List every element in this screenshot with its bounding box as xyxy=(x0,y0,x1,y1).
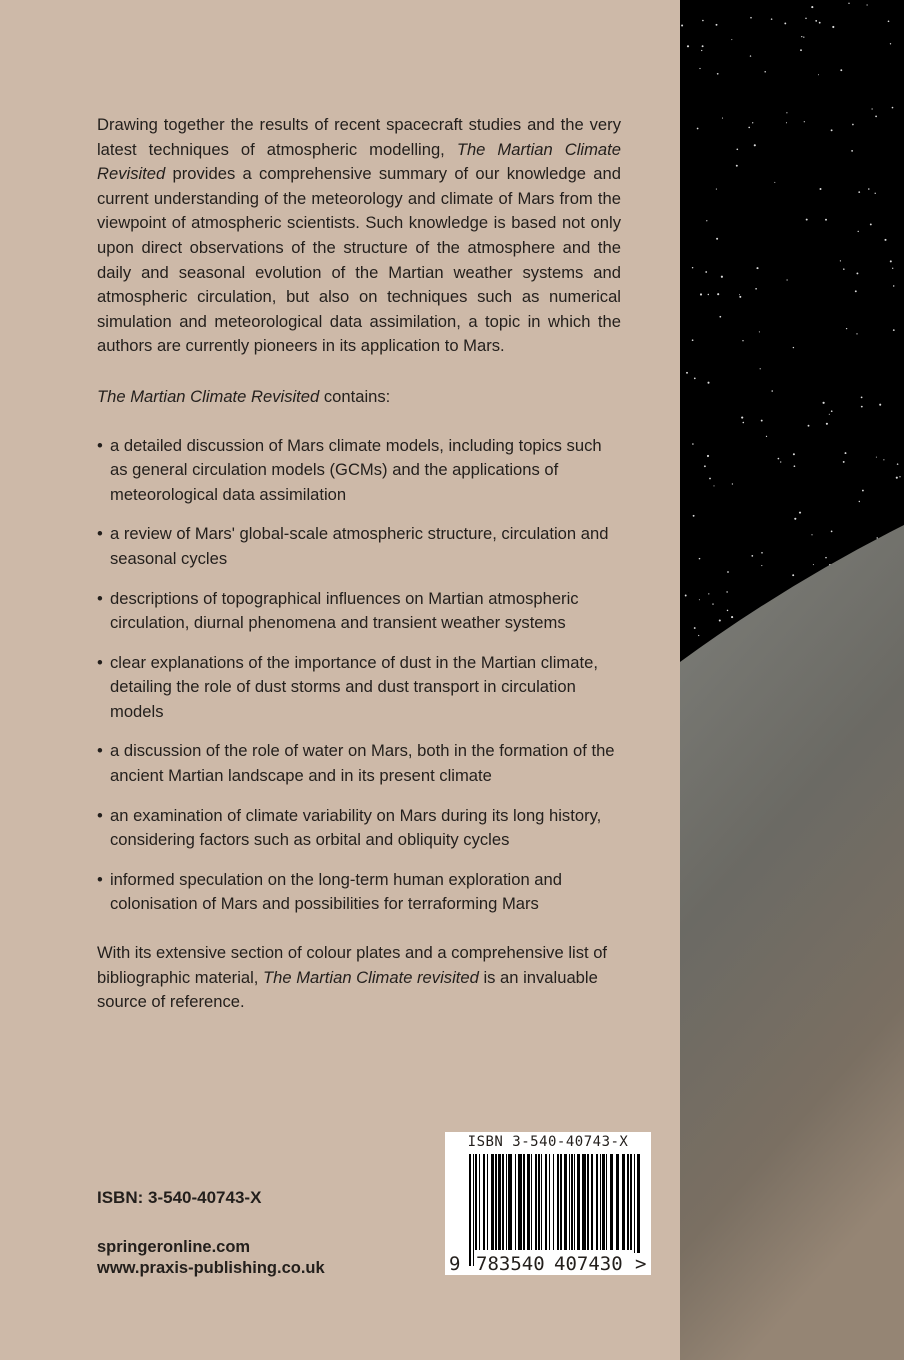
star xyxy=(708,593,709,594)
star xyxy=(719,619,721,621)
barcode-arrow: > xyxy=(635,1253,647,1275)
intro-text: Drawing together the results of recent spacecraft studies and the very latest techniques of atmospheric modelling, xyxy=(97,115,621,159)
barcode-bar xyxy=(473,1154,474,1266)
star xyxy=(681,24,683,26)
star xyxy=(843,461,845,463)
star xyxy=(893,329,895,331)
star xyxy=(692,267,693,268)
star xyxy=(811,534,812,535)
barcode-bar xyxy=(627,1154,629,1250)
star xyxy=(741,417,743,419)
isbn-barcode xyxy=(445,1132,651,1275)
star xyxy=(721,276,723,278)
star xyxy=(843,268,845,270)
star xyxy=(883,459,884,460)
star xyxy=(876,457,877,458)
star xyxy=(897,463,899,465)
barcode-bar xyxy=(518,1154,522,1250)
star xyxy=(811,6,813,8)
barcode-bar xyxy=(487,1154,488,1250)
star xyxy=(702,20,704,22)
star xyxy=(786,122,787,123)
star xyxy=(736,148,738,150)
star xyxy=(845,452,847,454)
star xyxy=(761,565,762,566)
star xyxy=(858,191,860,193)
star xyxy=(794,465,796,467)
list-item: • descriptions of topographical influences on Martian atmospheric circulation, diurnal phenomena and transient weather systems xyxy=(97,587,621,636)
star xyxy=(726,591,727,592)
mars-planet xyxy=(680,525,904,1360)
barcode-bar xyxy=(531,1154,532,1250)
star xyxy=(751,555,753,557)
star xyxy=(875,116,877,118)
star xyxy=(801,36,802,37)
star xyxy=(716,238,718,240)
barcode-bar xyxy=(574,1154,575,1250)
star xyxy=(848,3,849,4)
star xyxy=(794,518,796,520)
barcode-bar xyxy=(606,1154,607,1250)
barcode-first-digit: 9 xyxy=(449,1253,461,1275)
star xyxy=(764,71,766,73)
star xyxy=(771,390,773,392)
star xyxy=(861,397,863,399)
barcode-bar xyxy=(508,1154,512,1250)
barcode-bar xyxy=(557,1154,559,1250)
star xyxy=(716,24,718,26)
barcode-bar xyxy=(637,1154,640,1266)
star xyxy=(709,478,711,480)
list-item: • a detailed discussion of Mars climate models, including topics such as general circulation models (GCMs) and the applications of meteorological data assimilation xyxy=(97,434,621,508)
star xyxy=(840,69,842,71)
star xyxy=(892,107,894,109)
star xyxy=(800,49,802,51)
star xyxy=(840,260,841,261)
star xyxy=(685,595,687,597)
star xyxy=(893,285,894,286)
barcode-bar xyxy=(600,1154,601,1250)
star xyxy=(899,476,900,477)
barcode-bar xyxy=(560,1154,562,1250)
list-item: • an examination of climate variability on Mars during its long history, considering factors such as orbital and obliquity cycles xyxy=(97,804,621,853)
barcode-bar xyxy=(498,1154,501,1250)
barcode-bar xyxy=(596,1154,598,1250)
barcode-bar xyxy=(616,1154,619,1250)
star xyxy=(855,290,857,292)
barcode-bar xyxy=(523,1154,525,1250)
list-item: • a review of Mars' global-scale atmospheric structure, circulation and seasonal cycles xyxy=(97,522,621,571)
star xyxy=(692,443,694,445)
star xyxy=(825,219,827,221)
star xyxy=(727,571,729,573)
star xyxy=(875,193,876,194)
barcode-bar xyxy=(602,1154,605,1250)
star xyxy=(739,294,740,295)
contains-text: contains: xyxy=(319,386,391,406)
star xyxy=(699,558,701,560)
barcode-bar xyxy=(610,1154,613,1250)
barcode-bar xyxy=(479,1154,480,1250)
star xyxy=(742,340,743,341)
closing-paragraph xyxy=(97,941,621,1015)
star xyxy=(750,17,752,19)
star xyxy=(761,552,763,554)
barcode-bar xyxy=(634,1154,635,1266)
star xyxy=(804,121,805,122)
barcode-bar xyxy=(553,1154,554,1250)
star xyxy=(818,74,819,75)
barcode-bar xyxy=(469,1154,471,1266)
star xyxy=(890,43,891,44)
barcode-bar xyxy=(475,1154,477,1250)
star xyxy=(831,129,833,131)
star xyxy=(876,537,877,538)
star xyxy=(867,4,868,5)
star xyxy=(697,128,699,130)
star xyxy=(731,39,732,40)
star xyxy=(778,458,780,460)
barcode-bar xyxy=(569,1154,570,1250)
star xyxy=(871,108,872,109)
star xyxy=(736,165,738,167)
list-item: • informed speculation on the long-term human exploration and colonisation of Mars and possibilities for terraforming Mars xyxy=(97,868,621,917)
star xyxy=(705,271,707,273)
star xyxy=(819,22,821,24)
barcode-bar xyxy=(564,1154,567,1250)
star xyxy=(698,635,699,636)
star xyxy=(805,18,806,19)
star xyxy=(823,402,825,404)
star xyxy=(862,490,864,492)
star xyxy=(727,610,729,612)
star xyxy=(756,267,758,269)
star xyxy=(806,219,808,221)
star xyxy=(694,378,696,380)
star xyxy=(732,483,733,484)
star xyxy=(831,531,833,533)
star xyxy=(859,501,860,502)
star xyxy=(716,189,717,190)
star xyxy=(825,557,827,559)
star xyxy=(701,50,702,51)
star xyxy=(755,288,757,290)
star xyxy=(803,36,804,37)
contains-heading xyxy=(97,385,621,410)
star xyxy=(693,515,695,517)
book-title: The Martian Climate Revisited xyxy=(97,386,320,406)
isbn-label: ISBN: 3-540-40743-X xyxy=(97,1188,262,1207)
star xyxy=(832,26,834,28)
url-praxis[interactable]: www.praxis-publishing.co.uk xyxy=(97,1259,325,1277)
star xyxy=(826,423,828,425)
star xyxy=(707,382,709,384)
star xyxy=(717,73,719,75)
star xyxy=(712,603,713,604)
star xyxy=(719,316,721,318)
star xyxy=(856,333,857,334)
star xyxy=(852,124,854,126)
star xyxy=(815,20,817,22)
star xyxy=(786,112,787,113)
star xyxy=(780,461,781,462)
star xyxy=(699,68,700,69)
barcode-bar xyxy=(587,1154,589,1250)
star xyxy=(702,45,704,47)
star xyxy=(858,231,859,232)
barcode-bar xyxy=(541,1154,542,1250)
barcode-bar xyxy=(502,1154,504,1250)
book-title: The Martian Climate revisited xyxy=(263,967,479,987)
star xyxy=(700,293,702,295)
star xyxy=(846,328,847,329)
barcode-digits xyxy=(445,1251,651,1275)
star xyxy=(799,512,801,514)
barcode-bar xyxy=(506,1154,507,1250)
star xyxy=(808,425,810,427)
barcode-bar xyxy=(622,1154,625,1250)
barcode-bar xyxy=(495,1154,497,1250)
star xyxy=(694,627,696,629)
star xyxy=(766,436,767,437)
barcode-bar xyxy=(535,1154,537,1250)
star xyxy=(708,294,709,295)
list-item: • clear explanations of the importance of dust in the Martian climate, detailing the role of dust storms and dust transport in circulation models xyxy=(97,651,621,725)
barcode-bar xyxy=(591,1154,593,1250)
barcode-isbn-text: ISBN 3-540-40743-X xyxy=(467,1134,629,1150)
star xyxy=(686,372,688,374)
list-item: • a discussion of the role of water on Mars, both in the formation of the ancient Martian landscape and in its present climate xyxy=(97,739,621,788)
barcode-bar xyxy=(527,1154,530,1250)
star xyxy=(851,150,853,152)
star xyxy=(752,122,753,123)
back-cover-text xyxy=(97,113,621,1015)
star xyxy=(761,420,763,422)
star xyxy=(856,272,858,274)
star xyxy=(717,293,719,295)
star xyxy=(739,296,741,298)
barcode-bar xyxy=(577,1154,580,1250)
barcode-bar xyxy=(582,1154,586,1250)
star xyxy=(829,414,830,415)
star xyxy=(774,182,775,183)
barcode-group1: 783540 xyxy=(476,1253,545,1275)
star xyxy=(888,20,890,22)
barcode-bar xyxy=(545,1154,547,1250)
star xyxy=(713,485,714,486)
intro-text: provides a comprehensive summary of our knowledge and current understanding of the meteorology and climate of Mars from the viewpoint of atmospheric scientists. Such knowledge is based not only upon direct observations of the structure of the atmosphere and the daily and seasonal evolution of the Martian weather systems and atmospheric circulation, but also on techniques such as numerical simulation and meteorological data assimilation, a topic in which the authors are currently pioneers in its application to Mars. xyxy=(97,164,621,356)
closing-text: is an invaluable source of reference. xyxy=(97,967,598,1012)
star xyxy=(784,22,786,24)
star xyxy=(831,410,833,412)
star xyxy=(707,455,709,457)
star xyxy=(870,223,872,225)
star xyxy=(750,55,751,56)
barcode-bar xyxy=(483,1154,485,1250)
star xyxy=(699,599,700,600)
star xyxy=(731,616,733,618)
url-springer[interactable]: springeronline.com xyxy=(97,1238,251,1256)
barcode-bar xyxy=(515,1154,516,1250)
barcode-bar xyxy=(630,1154,632,1250)
star xyxy=(786,279,787,280)
star xyxy=(748,127,750,129)
book-title: The Martian Climate Revisited xyxy=(97,139,621,184)
barcode-bar xyxy=(549,1154,550,1250)
closing-text: With its extensive section of colour plates and a comprehensive list of bibliographic material, xyxy=(97,943,608,987)
star xyxy=(813,564,814,565)
star xyxy=(820,188,822,190)
star xyxy=(884,239,886,241)
star xyxy=(793,453,795,455)
barcode-group2: 407430 xyxy=(554,1253,623,1275)
star xyxy=(743,422,745,424)
barcode-bar xyxy=(538,1154,540,1250)
star xyxy=(771,18,773,20)
star xyxy=(760,368,761,369)
star xyxy=(704,465,706,467)
barcode-bar xyxy=(571,1154,573,1250)
intro-paragraph xyxy=(97,113,621,359)
barcode-bar xyxy=(491,1154,494,1250)
star xyxy=(868,188,870,190)
contents-list xyxy=(97,434,621,918)
star xyxy=(722,118,723,119)
star xyxy=(793,347,794,348)
star xyxy=(861,406,863,408)
star xyxy=(890,260,892,262)
star xyxy=(706,220,707,221)
star xyxy=(687,45,689,47)
star xyxy=(879,404,881,406)
star xyxy=(792,574,794,576)
star xyxy=(892,268,893,269)
star xyxy=(754,144,756,146)
star xyxy=(896,477,898,479)
star xyxy=(692,339,694,341)
mars-photo xyxy=(680,0,904,1360)
star xyxy=(759,331,760,332)
publisher-urls xyxy=(97,1237,325,1279)
